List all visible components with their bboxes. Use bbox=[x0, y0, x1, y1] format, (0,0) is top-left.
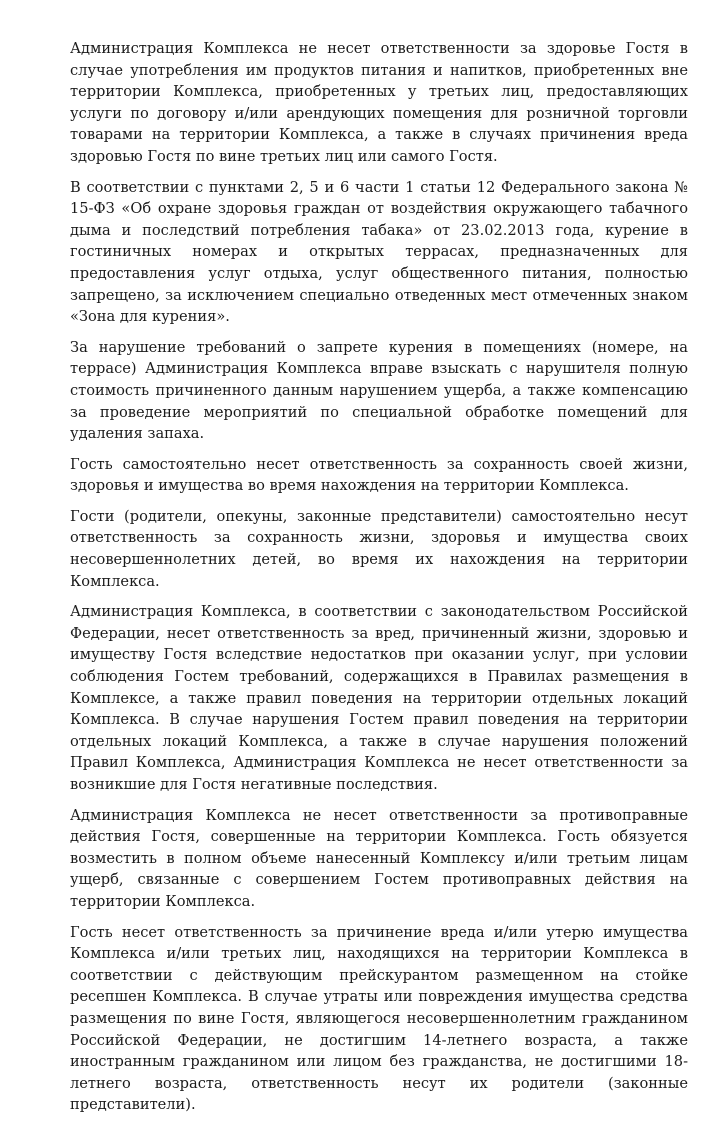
paragraph-property-damage: Гость несет ответственность за причинение вреда и/или утерю имущества Комплекса и/или третьих лиц, находящихся на территории Комплекса в соответствии с действующим прейскурантом размещенном на стойке ресепшен Комплекса. В случае утраты или повреждения имущества средства размещения по вине Гостя, являющегося несовершеннолетним гражданином Российской Федерации, не достигшим 14-летнего возраста, а также иностранным гражданином или лицом без гражданства, не достигшими 18-летнего возраста, ответственность несут их родители (законные представители). bbox=[70, 923, 688, 1114]
paragraph-smoking-ban: В соответствии с пунктами 2, 5 и 6 части 1 статьи 12 Федерального закона № 15-ФЗ «Об охране здоровья граждан от воздействия окружающего табачного дыма и последствий потребления табака» от 23.02.2013 года, курение в гостиничных номерах и открытых террасах, предназначенных для предоставления услуг отдыха, услуг общественного питания, полностью запрещено, за исключением специально отведенных мест отмеченных знаком «Зона для курения». bbox=[70, 178, 688, 326]
paragraph-children-responsibility: Гости (родители, опекуны, законные представители) самостоятельно несут ответственность за сохранность жизни, здоровья и имущества своих несовершеннолетних детей, во время их нахождения на территории Комплекса. bbox=[70, 507, 688, 590]
paragraph-smoking-penalty: За нарушение требований о запрете курения в помещениях (номере, на террасе) Администрация Комплекса вправе взыскать с нарушителя полную стоимость причиненного данным нарушением ущерба, а также компенсацию за проведение мероприятий по специальной обработке помещений для удаления запаха. bbox=[70, 338, 688, 443]
paragraph-guest-self-responsibility: Гость самостоятельно несет ответственность за сохранность своей жизни, здоровья и имущества во время нахождения на территории Комплекса. bbox=[70, 455, 688, 495]
paragraph-unlawful-actions: Администрация Комплекса не несет ответственности за противоправные действия Гостя, совершенные на территории Комплекса. Гость обязуется возместить в полном объеме нанесенный Комплексу и/или третьим лицам ущерб, связанные с совершением Гостем противоправных действия на территории Комплекса. bbox=[70, 806, 688, 910]
paragraph-health-liability: Администрация Комплекса не несет ответственности за здоровье Гостя в случае употребления им продуктов питания и напитков, приобретенных вне территории Комплекса, приобретенных у третьих лиц, предоставляющих услуги по договору и/или арендующих помещения для розничной торговли товарами на территории Комплекса, а также в случаях причинения вреда здоровью Гостя по вине третьих лиц или самого Гостя. bbox=[70, 40, 688, 165]
paragraph-administration-liability: Администрация Комплекса, в соответствии с законодательством Российской Федерации, несет ответственность за вред, причиненный жизни, здоровью и имуществу Гостя вследствие недостатков при оказании услуг, при условии соблюдения Гостем требований, содержащихся в Правилах размещения в Комплексе, а также правил поведения на территории отдельных локаций Комплекса. В случае нарушения Гостем правил поведения на территории отдельных локаций Комплекса, а также в случае нарушения положений Правил Комплекса, Администрация Комплекса не несет ответственности за возникшие для Гостя негативные последствия. bbox=[70, 603, 688, 793]
document-page bbox=[70, 38, 688, 1125]
